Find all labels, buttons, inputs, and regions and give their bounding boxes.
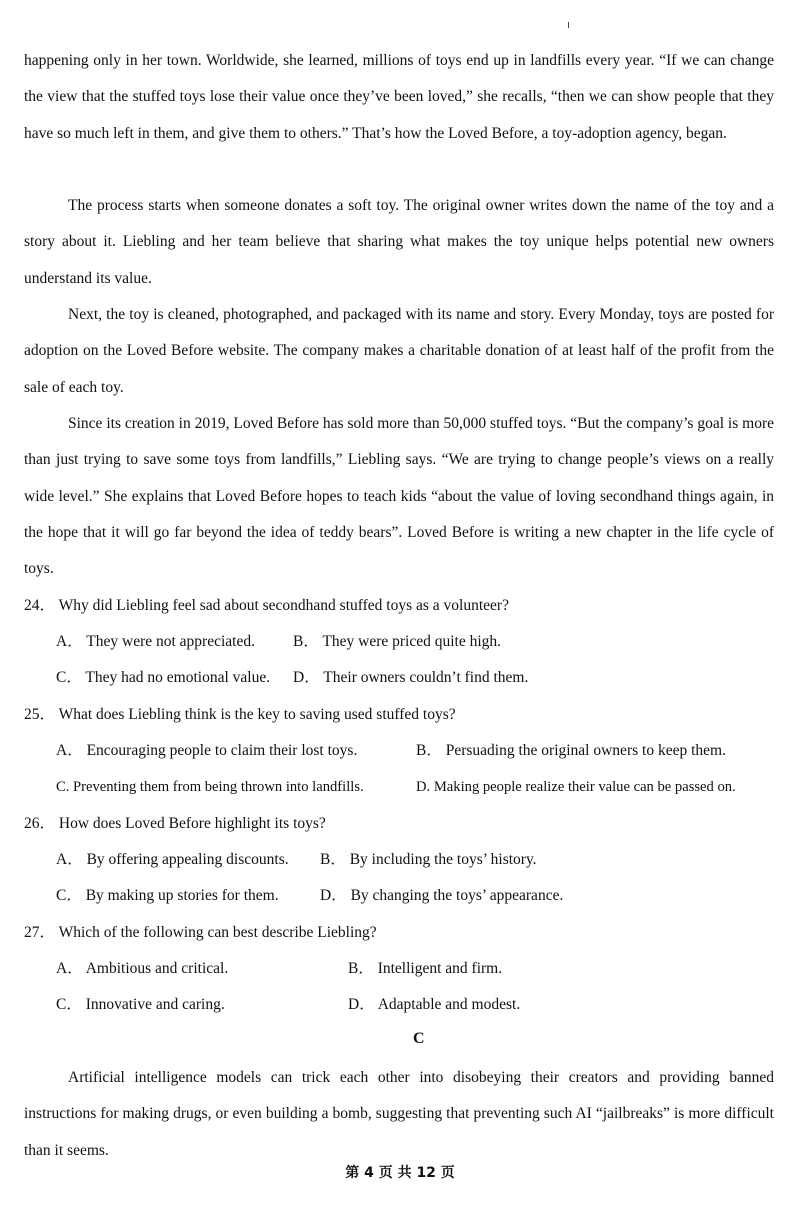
question-27-option-b[interactable]: B． Intelligent and firm. xyxy=(348,960,503,977)
scan-mark xyxy=(568,22,569,28)
question-24-stem: 24． Why did Liebling feel sad about secondhand stuffed toys as a volunteer? xyxy=(24,597,509,614)
question-25-option-a[interactable]: A． Encouraging people to claim their lost toys. xyxy=(56,742,358,759)
question-26-option-b[interactable]: B． By including the toys’ history. xyxy=(320,851,537,868)
question-26-option-a[interactable]: A． By offering appealing discounts. xyxy=(56,851,289,868)
question-24-option-d[interactable]: D． Their owners couldn’t find them. xyxy=(293,669,529,686)
question-27-option-c[interactable]: C． Innovative and caring. xyxy=(56,996,225,1013)
question-26-stem: 26． How does Loved Before highlight its toys? xyxy=(24,815,326,832)
page-footer: 第 4 页 共 12 页 xyxy=(345,1165,455,1181)
passage-paragraph-2: The process starts when someone donates a soft toy. The original owner writes down the name of the toy and a story about it. Liebling and her team believe that sharing what makes the toy unique helps potential new owners understand its value. xyxy=(24,197,774,287)
passage-paragraph-4: Since its creation in 2019, Loved Before has sold more than 50,000 stuffed toys. “But the company’s goal is more than just trying to save some toys from landfills,” Liebling says. “We are trying to change people’s views on a really wide level.” She explains that Loved Before hopes to teach kids “about the value of loving secondhand things again, in the hope that it will go far beyond the idea of teddy bears”. Loved Before is writing a new chapter in the life cycle of toys. xyxy=(24,415,774,578)
question-27-option-d[interactable]: D． Adaptable and modest. xyxy=(348,996,521,1013)
question-25-option-b[interactable]: B． Persuading the original owners to keep them. xyxy=(416,742,726,759)
question-25-stem: 25． What does Liebling think is the key to saving used stuffed toys? xyxy=(24,706,456,723)
question-26-option-c[interactable]: C． By making up stories for them. xyxy=(56,887,279,904)
question-27-stem: 27． Which of the following can best describe Liebling? xyxy=(24,924,377,941)
question-25-option-c[interactable]: C. Preventing them from being thrown into landfills. xyxy=(56,779,364,795)
section-c-paragraph-1: Artificial intelligence models can trick each other into disobeying their creators and providing banned instructions for making drugs, or even building a bomb, suggesting that preventing such AI “jailbreaks” is more difficult than it seems. xyxy=(24,1069,774,1159)
question-24-option-b[interactable]: B． They were priced quite high. xyxy=(293,633,502,650)
passage-paragraph-1: happening only in her town. Worldwide, she learned, millions of toys end up in landfills every year. “If we can change the view that the stuffed toys lose their value once they’ve been loved,” she recalls, “then we can show people that they have so much left in them, and give them to others.” That’s how the Loved Before, a toy-adoption agency, began. xyxy=(24,52,774,142)
question-26-option-d[interactable]: D． By changing the toys’ appearance. xyxy=(320,887,564,904)
question-27-option-a[interactable]: A． Ambitious and critical. xyxy=(56,960,229,977)
question-24-option-a[interactable]: A． They were not appreciated. xyxy=(56,633,255,650)
section-c-heading: C xyxy=(413,1030,425,1047)
passage-paragraph-3: Next, the toy is cleaned, photographed, and packaged with its name and story. Every Monday, toys are posted for adoption on the Loved Before website. The company makes a charitable donation of at least half of the profit from the sale of each toy. xyxy=(24,306,774,396)
question-25-option-d[interactable]: D. Making people realize their value can be passed on. xyxy=(416,779,736,795)
question-24-option-c[interactable]: C． They had no emotional value. xyxy=(56,669,271,686)
